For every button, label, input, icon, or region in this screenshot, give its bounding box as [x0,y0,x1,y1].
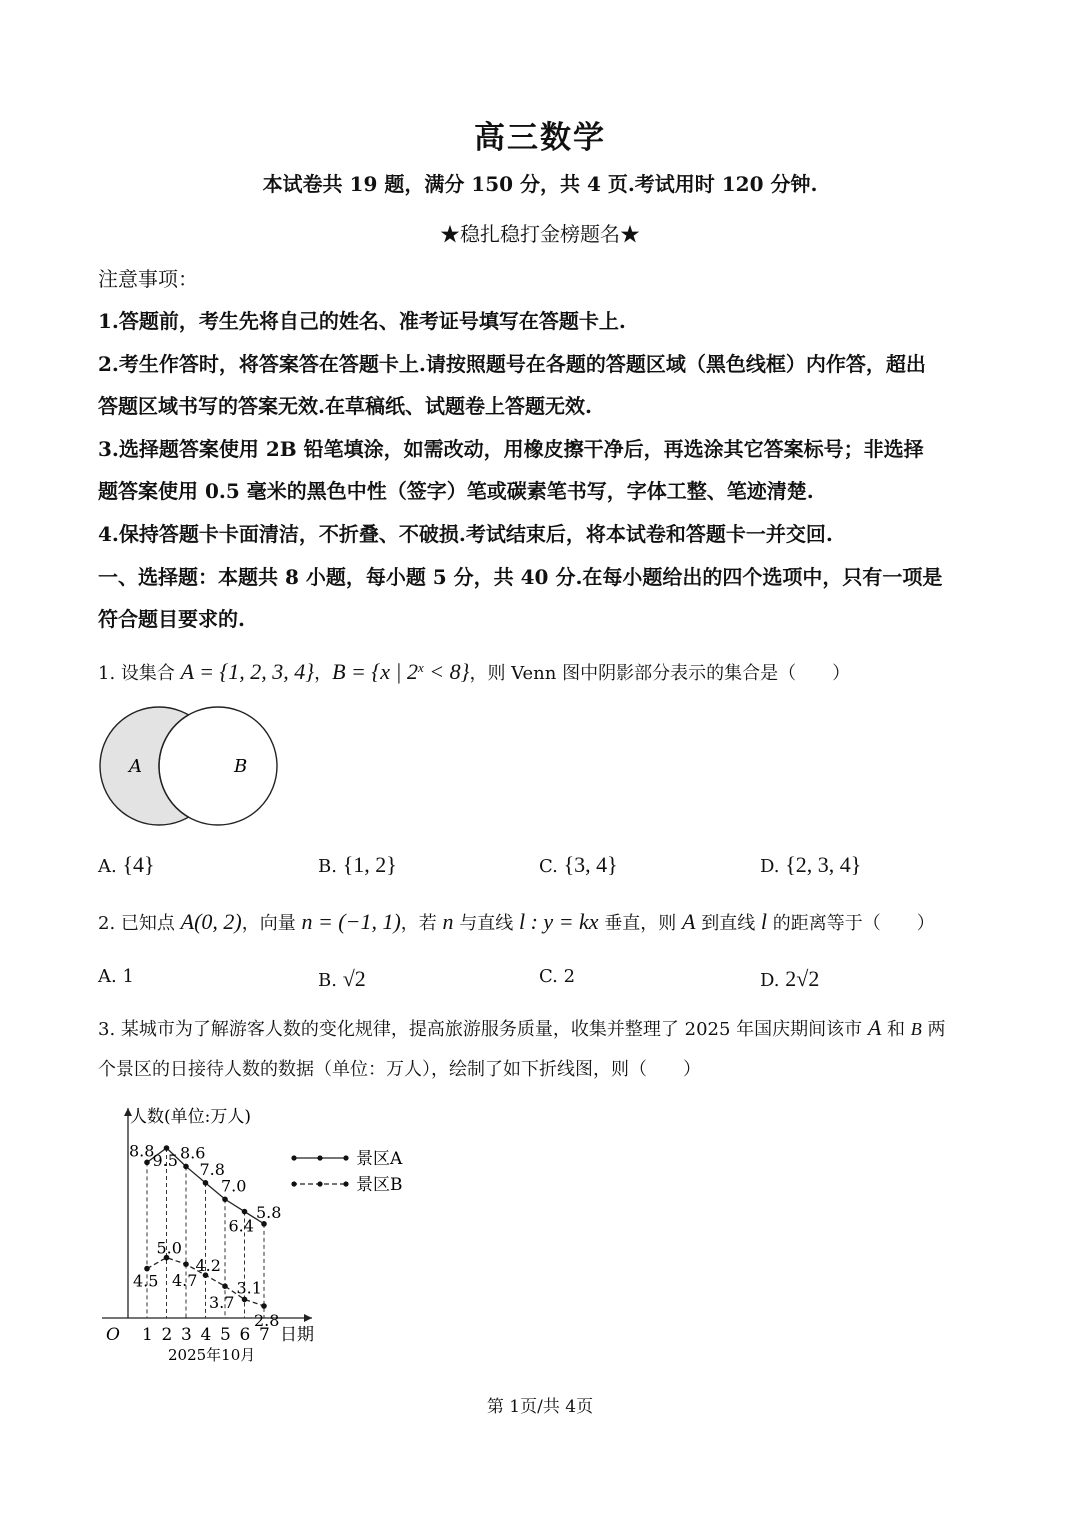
series-b-data-label: 3.7 [209,1293,235,1313]
legend-a-label: 景区A [356,1149,403,1169]
set-a: A = {1, 2, 3, 4} [180,659,315,684]
option-value: {4} [122,852,155,877]
set-b: B = {x | 2 [332,659,419,684]
series-b-point [144,1266,150,1272]
option-value: 1 [122,966,134,987]
venn-label-a: A [129,756,142,777]
point-a: A(0, 2) [180,909,242,934]
legend-a-point [317,1155,322,1160]
q1-option-c[interactable] [539,852,618,878]
legend-b-point [343,1181,348,1186]
note-3: 3.选择题答案使用 2B 铅笔填涂，如需改动，用橡皮擦干净后，再选涂其它答案标号；非选择 [98,437,924,461]
series-b-point [261,1303,267,1309]
series-a-data-label: 7.8 [199,1159,225,1179]
option-letter: A. [98,966,117,987]
q2-text: ，向量 [241,913,302,934]
note-3-cont: 题答案使用 0.5 毫米的黑色中性（签字）笔或碳素笔书写，字体工整、笔迹清楚. [98,479,814,503]
x-tick-label: 2 [161,1325,173,1345]
x-axis-arrow [304,1314,312,1322]
option-value: 2√2 [785,966,820,991]
origin-label: O [106,1325,120,1345]
scenic-a: A [867,1015,882,1040]
series-b-point [222,1283,228,1289]
x-tick-label: 4 [200,1325,212,1345]
series-a-data-label: 7.0 [221,1176,247,1196]
note-2-cont: 答题区域书写的答案无效.在草稿纸、试题卷上答题无效. [98,394,592,418]
option-value: {2, 3, 4} [785,852,862,877]
question-3-cont: 个景区的日接待人数的数据（单位：万人），绘制了如下折线图，则（ ） [98,1059,701,1080]
x-tick-label: 7 [259,1325,270,1345]
line-chart [96,1096,436,1376]
series-b-data-label: 4.2 [195,1256,221,1276]
option-letter: B. [318,856,337,877]
series-a-point [203,1180,209,1186]
q2-option-b[interactable] [318,966,366,992]
series-a-point [164,1145,170,1151]
option-letter: C. [539,966,558,987]
q1-text: 1. 设集合 [98,663,181,684]
question-3 [98,1006,988,1052]
q3-text: 两 [921,1019,946,1040]
series-b-data-label: 5.0 [156,1238,182,1258]
q2-option-a[interactable] [98,966,134,987]
q2-text: ，若 [400,913,443,934]
point-ref: A [682,909,696,934]
series-a-data-label: 9.5 [152,1151,178,1170]
note-1: 1.答题前，考生先将自己的姓名、准考证号填写在答题卡上. [98,309,626,333]
scenic-b: B [910,1019,922,1039]
q1-option-b[interactable] [318,852,397,878]
q1-sep: ， [314,663,333,684]
option-value: √2 [342,966,366,991]
q1-option-a[interactable] [98,852,155,878]
line-l: l : y = kx [518,909,599,934]
page-footer: 第 1页/共 4页 [486,1397,594,1417]
vector-n-ref: n [442,909,454,934]
series-a-data-label: 5.8 [256,1202,282,1222]
x-tick-label: 3 [181,1325,192,1345]
x-axis-sublabel: 2025年10月 [168,1346,256,1364]
vector-n: n = (−1, 1) [301,909,401,934]
q1-text-end: ，则 Venn 图中阴影部分表示的集合是（ ） [469,663,851,684]
venn-diagram [96,702,286,832]
option-letter: C. [539,856,558,877]
series-a-point [242,1209,248,1215]
q2-text-end: 的距离等于（ ） [767,913,935,934]
option-letter: A. [98,856,117,877]
series-b-data-label: 3.1 [236,1278,262,1298]
section-heading-cont: 符合题目要求的. [98,607,245,631]
series-a-point [222,1196,228,1202]
line-ref: l [760,909,768,934]
option-value: {1, 2} [342,852,397,877]
q2-text: 与直线 [453,913,519,934]
legend-a-point [291,1155,296,1160]
venn-label-b: B [234,756,248,777]
q3-text: 和 [881,1019,911,1040]
notes-heading: 注意事项： [98,267,198,291]
series-b-data-label: 2.8 [254,1311,280,1330]
q2-text: 到直线 [695,913,761,934]
note-4: 4.保持答题卡卡面清洁，不折叠、不破损.考试结束后，将本试卷和答题卡一并交回. [98,522,833,546]
series-a-data-label: 8.6 [180,1143,206,1163]
series-a-data-label: 8.8 [129,1141,155,1161]
option-letter: B. [318,970,337,991]
x-tick-label: 5 [220,1325,231,1345]
x-axis-label: 日期 [280,1325,314,1345]
option-letter: D. [760,970,780,991]
page-title: 高三数学 [474,120,606,156]
series-a-point [144,1160,150,1166]
series-a-point [183,1164,189,1170]
legend-b-point [291,1181,296,1186]
option-letter: D. [760,856,780,877]
legend-b-label: 景区B [356,1175,403,1195]
option-value: 2 [563,966,576,987]
series-b-point [183,1261,189,1267]
series-a-data-label: 6.4 [228,1216,254,1236]
legend-b-point [317,1181,322,1186]
q1-option-d[interactable] [760,852,861,878]
q3-text: 3. 某城市为了解游客人数的变化规律，提高旅游服务质量，收集并整理了 2025 年国庆期间该市 [98,1019,868,1040]
motto: ★稳扎稳打金榜题名★ [440,222,640,246]
series-b-data-label: 4.7 [172,1271,198,1291]
series-b-data-label: 4.5 [133,1271,159,1291]
q2-text: 垂直，则 [598,913,683,934]
series-b-point [242,1297,248,1303]
option-value: {3, 4} [563,852,618,877]
section-heading: 一、选择题：本题共 8 小题，每小题 5 分，共 40 分.在每小题给出的四个选项中，只有一项是 [98,565,943,589]
q2-option-c[interactable] [539,966,575,987]
x-tick-label: 1 [142,1325,153,1345]
note-2: 2.考生作答时，将答案答在答题卡上.请按照题号在各题的答题区域（黑色线框）内作答，超出 [98,352,926,376]
question-1 [98,646,988,696]
exam-info: 本试卷共 19 题，满分 150 分，共 4 页.考试用时 120 分钟. [262,172,818,196]
y-axis-label: 人数(单位:万人) [130,1107,251,1127]
series-a-point [261,1221,267,1227]
q2-text: 2. 已知点 [98,913,181,934]
set-b-end: < 8} [423,659,470,684]
set-b-exponent: x [418,660,424,675]
question-2 [98,900,988,946]
q2-option-d[interactable] [760,966,819,992]
legend-a-point [343,1155,348,1160]
x-tick-label: 6 [239,1325,251,1345]
